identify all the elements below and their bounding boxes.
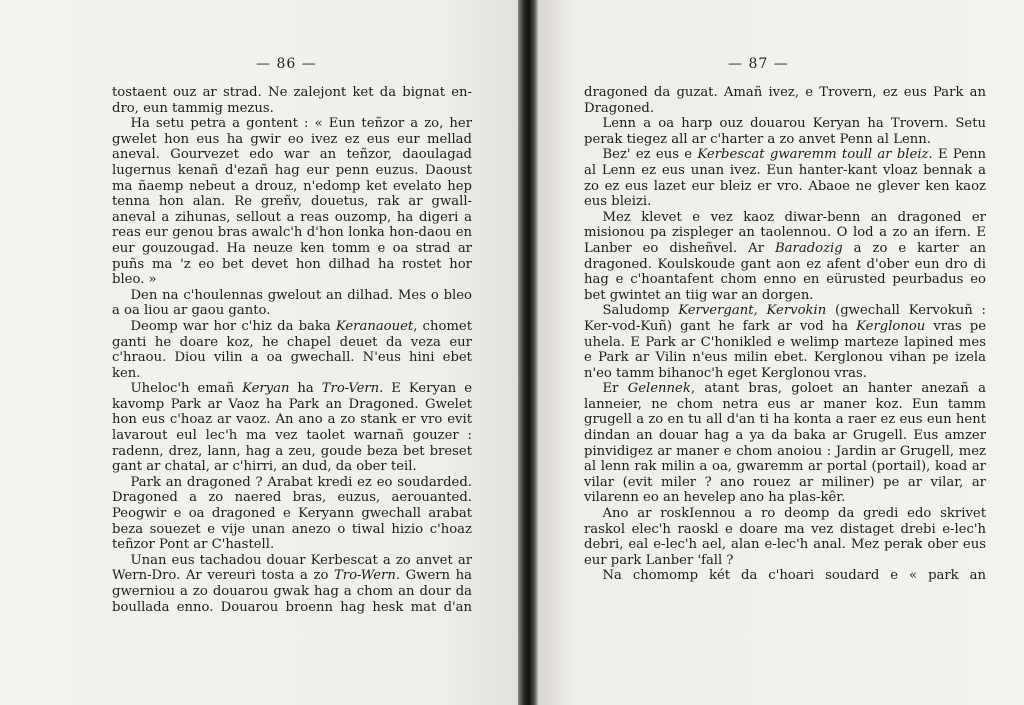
text-run: a zo e karter an dragoned. Koulskoude gant aon ez afent d'ober eun dro di hag e c'hoantafent chom enno en eürusted peurbadus eo bet gwintet an tiig war an dorgen.	[584, 240, 987, 303]
italic-name: Kerbescat gwaremm toull ar bleiz	[697, 147, 929, 163]
paragraph	[584, 116, 986, 147]
text-run: , atant bras, goloet an hanter anezañ a lanneier, ne chom netra eus ar maner koz. Eun tamm grugell a zo en tu all d'an ti ha konta a raer ez eus eun hent dindan an douar hag a ya da baka ar Grugell. Eus amzer pinvidigez ar maner e chom anoiou : Jardin ar Grugell, mez al lenn rak milin a oa, gwaremm ar portal (portail), koad ar vilar (evit miler ? ano rouez ar miliner) pe ar vilar, ar vilarenn eo an hevelep ano ha plas-kêr.	[584, 381, 986, 506]
paragraph	[112, 553, 472, 615]
right-page	[538, 0, 1024, 705]
text-run: ha	[289, 381, 322, 397]
page-body-text	[584, 85, 986, 584]
text-run: Ha setu petra a gontent : « Eun teñzor a zo, her gwelet hon eus ha gwir eo ivez ez eus eur mellad aneval. Gourvezet edo war an teñzor, daoulagad lugernus kenañ d'ezañ hag eur penn euzus. Daoust ma ñaemp nebeut a drouz, n'edomp ket evelato hep tenna hon alan. Re greñv, douetus, rak ar gwall-aneval a zihunas, sellout a reas ouzomp, ha digeri a reas eur genou bras awalc'h d'hon lonka hon-daou en eur gouzougad. Ha neuze ken tomm e oa strad ar puñs ma 'z eo bet devet hon dilhad ha rostet hor bleo. »	[112, 116, 472, 288]
text-run: . E Keryan e kavomp Park ar Vaoz ha Park an Dragoned. Gwelet hon eus c'hoaz ar vaoz. An ano a zo stank er vro evit lavarout eul lec'h ma vez taolet warnañ gouzer : radenn, drez, lann, hag a zeu, goude beza bet breset gant ar chatal, ar c'hirri, an dud, da ober teil.	[112, 381, 472, 475]
italic-name: Keranaouet	[335, 318, 414, 334]
text-run: Park an dragoned ? Arabat kredi ez eo soudarded. Dragoned a zo naered bras, euzus, aerouanted. Peogwir e oa dragoned e Keryann gwechall arabat beza souezet e vije unan anezo o tiwal hizio c'hoaz teñzor Pont ar C'hastell.	[112, 474, 472, 553]
text-run: (gwechall Kervokuñ : Ker-vod-Kuñ) gant he fark ar vod ha	[584, 303, 986, 334]
paragraph	[584, 381, 986, 506]
text-run: Mez klevet e vez kaoz diwar-benn an dragoned er misionou pa zispleger an taolennou. O lod a zo an ifern. E Lanber eo disheñvel. Ar	[584, 209, 986, 256]
text-run: . Gwern ha gwerniou a zo douarou gwak hag a chom an dour da boullada enno. Douarou broenn hag hesk mat d'an	[112, 568, 472, 615]
italic-name: Tro-Wern	[333, 568, 396, 584]
italic-name: Gelennek	[627, 381, 691, 397]
continued-paragraph	[584, 85, 986, 116]
text-run: Na chomomp két da c'hoari soudard e « park an	[602, 568, 986, 584]
italic-name: Kervergant, Kervokin	[678, 303, 827, 319]
paragraph	[584, 210, 986, 304]
text-run: Bez' ez eus e	[602, 147, 698, 163]
text-run: . E Penn al Lenn ez eus unan ivez. Eun hanter-kant vloaz bennak a zo ez eus lazet eur bleiz er vro. Abaoe ne glever ken kaoz eus bleizi.	[584, 147, 986, 210]
page-number: — 86 —	[256, 56, 317, 72]
paragraph	[112, 116, 472, 288]
text-run: Unan eus tachadou douar Kerbescat a zo anvet ar Wern-Dro. Ar vereuri tosta a zo	[112, 552, 472, 584]
italic-name: Keryan	[242, 381, 290, 397]
text-run: Lenn a oa harp ouz douarou Keryan ha Trovern. Setu perak tiegez all ar c'harter a zo anvet Penn al Lenn.	[584, 116, 986, 147]
paragraph	[584, 147, 986, 209]
italic-name: Kerglonou	[856, 318, 926, 334]
text-run: Ano ar roskIennou a ro deomp da gredi edo skrivet raskol elec'h raoskl e doare ma vez distaget drebi e-lec'h debri, eal e-lec'h ael, alan e-lec'h anal. Mez perak ober eus eur park Lanber 'fall ?	[584, 506, 986, 568]
text-run: Den na c'houlennas gwelout an dilhad. Mes o bleo a oa liou ar gaou ganto.	[112, 287, 472, 319]
text-run: vras pe uhela. E Park ar C'honikled e welimp marteze lapined mes e Park ar Vilin n'eus milin ebet. Kerglonou vihan pe izela n'eo tamm bihanoc'h eget Kerglonou vras.	[584, 318, 986, 381]
italic-name: Baradozig	[774, 240, 843, 256]
text-run: tostaent ouz ar strad. Ne zalejont ket da bignat en-dro, eun tammig mezus.	[112, 85, 472, 116]
paragraph	[112, 319, 472, 381]
text-run: dragoned da guzat. Amañ ivez, e Trovern, ez eus Park an Dragoned.	[584, 85, 986, 116]
text-run: Er	[602, 381, 628, 397]
paragraph	[112, 475, 472, 553]
paragraph	[112, 381, 472, 475]
italic-name: Tro-Vern	[321, 381, 380, 397]
paragraph	[112, 288, 472, 319]
paragraph	[584, 568, 986, 584]
page-body-text	[112, 85, 472, 615]
page-number: — 87 —	[728, 56, 789, 72]
text-run: Saludomp	[602, 303, 679, 319]
continued-paragraph	[112, 85, 472, 116]
book-gutter	[518, 0, 538, 705]
paragraph	[584, 303, 986, 381]
text-run: Uheloc'h emañ	[130, 381, 243, 397]
text-run: , chomet ganti he doare koz, he chapel deuet da veza eur c'hraou. Diou vilin a oa gwechall. N'eus hini ebet ken.	[112, 318, 472, 381]
text-run: Deomp war hor c'hiz da baka	[130, 318, 336, 334]
paragraph	[584, 506, 986, 568]
